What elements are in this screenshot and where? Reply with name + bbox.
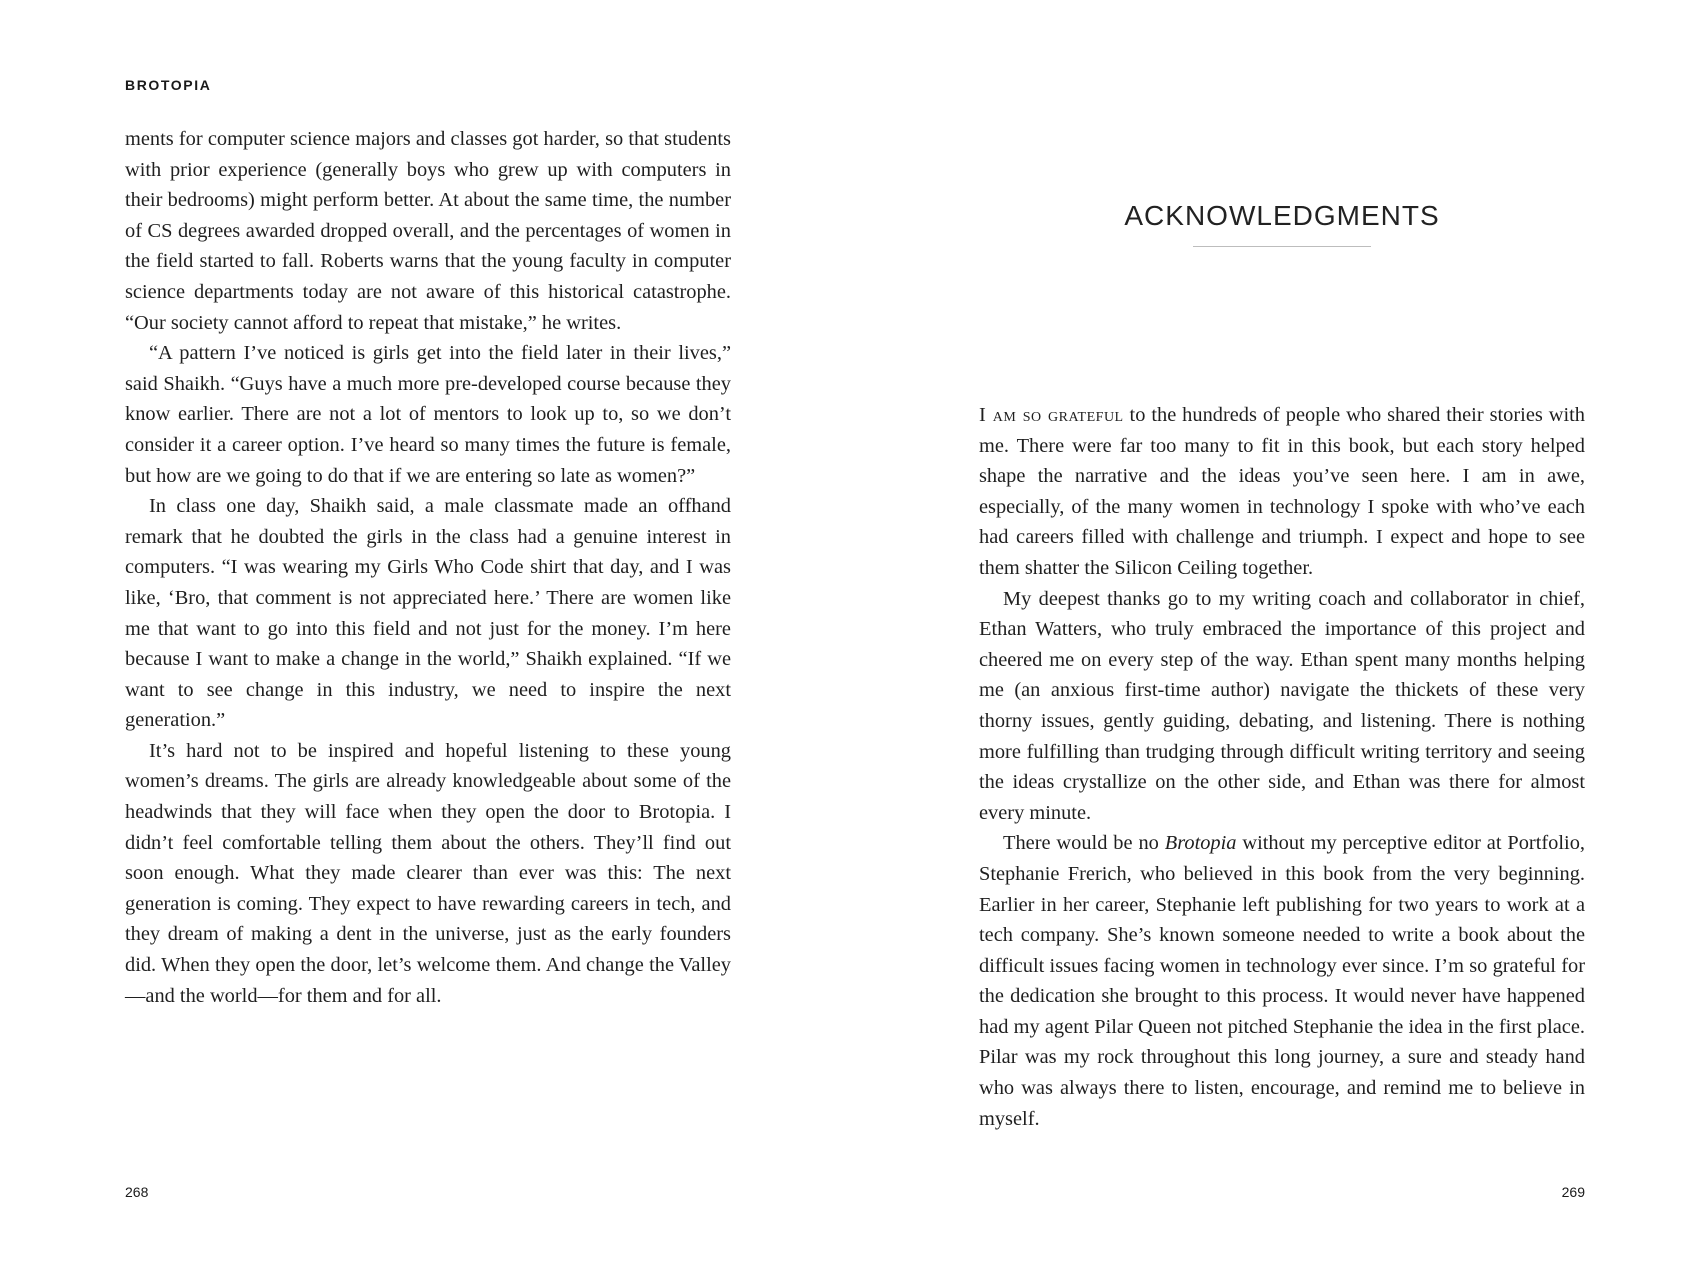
opening-paragraph [979, 400, 1585, 584]
paragraph-text: without my perceptive editor at Portfolio, Stephanie Frerich, who believed in this book from the very beginning. Earlier in her career, Stephanie left publishing for two years to work at a tech company. She’s known someone needed to write a book about the difficult issues facing women in technology ever since. I’m so grateful for the dedication she brought to this process. It would never have happened had my agent Pilar Queen not pitched Stephanie the idea in the first place. Pilar was my rock throughout this long journey, a sure and steady hand who was always there to listen, encourage, and remind me to believe in myself. [979, 832, 1585, 1130]
paragraph: In class one day, Shaikh said, a male classmate made an offhand remark that he doubted the girls in the class had a genuine interest in computers. “I was wearing my Girls Who Code shirt that day, and I was like, ‘Bro, that comment is not appreciated here.’ There are women like me that want to go into this field and not just for the money. I’m here because I want to make a change in the world,” Shaikh explained. “If we want to see change in this industry, we need to inspire the next generation.” [125, 495, 731, 732]
chapter-title-rule [1193, 246, 1371, 247]
body-text [979, 400, 1585, 1134]
right-page [850, 0, 1700, 1275]
paragraph: My deepest thanks go to my writing coach and collaborator in chief, Ethan Watters, who truly embraced the importance of this project and cheered me on every step of the way. Ethan spent many months helping me (an anxious first-time author) navigate the thickets of these very thorny issues, gently guiding, debating, and listening. There is nothing more fulfilling than trudging through difficult writing territory and seeing the ideas crystallize on the other side, and Ethan was there for almost every minute. [979, 587, 1585, 824]
running-head: BROTOPIA [125, 77, 212, 93]
book-title-italic: Brotopia [1164, 832, 1237, 855]
paragraph-text: There would be no [1003, 832, 1165, 855]
chapter-title: ACKNOWLEDGMENTS [1124, 200, 1440, 231]
paragraph: ments for computer science majors and classes got harder, so that students with prior experience (generally boys who grew up with computers in their bedrooms) might perform better. At about the same time, the number of CS degrees awarded dropped overall, and the percentages of women in the field started to fall. Roberts warns that the young faculty in computer science departments today are not aware of this historical catastrophe. “Our society cannot afford to repeat that mistake,” he writes. [125, 128, 731, 334]
paragraph: “A pattern I’ve noticed is girls get into the field later in their lives,” said Shaikh. “Guys have a much more pre-developed course because they know earlier. There are not a lot of mentors to look up to, so we don’t consider it a career option. I’ve heard so many times the future is female, but how are we going to do that if we are entering so late as women?” [125, 342, 731, 487]
paragraph [979, 828, 1585, 1134]
page-number: 269 [1561, 1184, 1585, 1200]
opening-text: to the hundreds of people who shared their stories with me. There were far too many to fit in this book, but each story helped shape the narrative and the ideas you’ve seen here. I am in awe, especially, of the many women in technology I spoke with who’ve each had careers filled with challenge and triumph. I expect and hope to see them shatter the Silicon Ceiling together. [979, 404, 1585, 579]
opening-smallcaps: I am so grateful [979, 404, 1124, 426]
paragraph: It’s hard not to be inspired and hopeful listening to these young women’s dreams. The girls are already knowledgeable about some of the headwinds that they will face when they open the door to Brotopia. I didn’t feel comfortable telling them about the others. They’ll find out soon enough. What they made clearer than ever was this: The next generation is coming. They expect to have rewarding careers in tech, and they dream of making a dent in the universe, just as the early founders did. When they open the door, let’s welcome them. And change the Valley—and the world—for them and for all. [125, 739, 731, 1007]
page-number: 268 [125, 1184, 149, 1200]
body-text [125, 124, 731, 1011]
